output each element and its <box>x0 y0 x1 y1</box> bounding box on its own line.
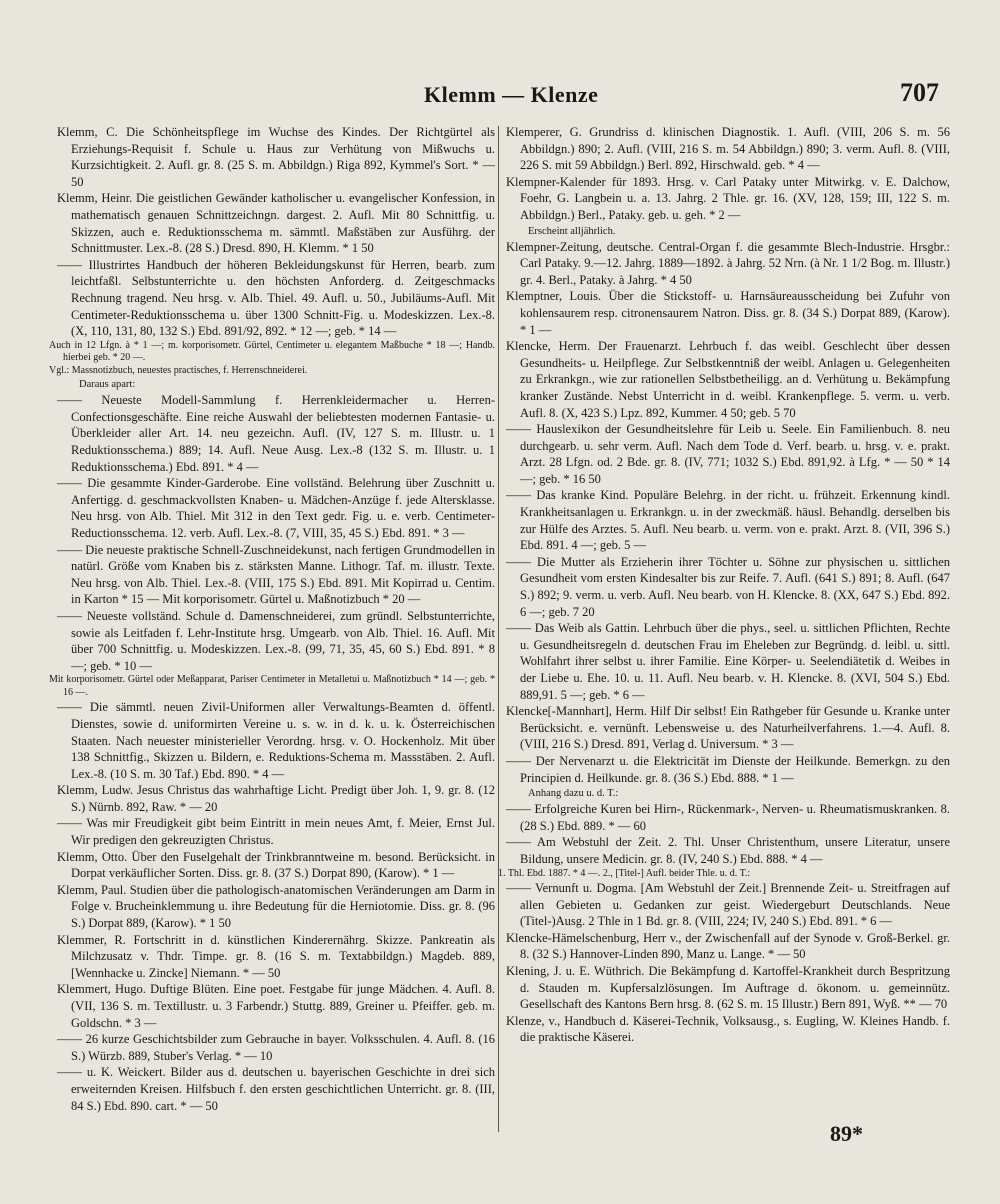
bibliography-entry: —— Der Nervenarzt u. die Elektricität im Dienste der Heilkunde. Bemerkgn. zu den Principien d. Heilkunde. gr. 8. (36 S.) Ebd. 888. * 1 — <box>506 753 950 785</box>
right-column <box>498 124 950 1046</box>
section-note: Daraus apart: <box>79 379 136 391</box>
entry-note: Mit korporisometr. Gürtel oder Meßapparat, Pariser Centimeter in Metalletui u. Maßnotizbuch * 14 —; geb. * 16 —. <box>49 674 495 698</box>
bibliography-entry: Klemm, Heinr. Die geistlichen Gewänder katholischer u. evangelischer Konfession, in mathematisch genauen Schnittzeichngn. dargest. 2. Aufl. Mit 80 Schnittfig. u. Skizzen, auch e. Reduktionsschema m. sämmtl. Maßstäben zur Ausführg. der Schnittmuster. Lex.-8. (28 S.) Dresd. 890, H. Klemm. * 1 50 <box>57 191 495 256</box>
bibliography-entry: Klencke-Hämelschenburg, Herr v., der Zwischenfall auf der Synode v. Groß-Berkel. gr. 8. (32 S.) Hannover-Linden 890, Manz u. Lange. * — 50 <box>506 930 950 962</box>
entry-note: 1. Thl. Ebd. 1887. * 4 —. 2., [Titel-] Aufl. beider Thle. u. d. T.: <box>498 867 751 879</box>
running-title: Klemm — Klenze <box>424 82 599 107</box>
bibliography-entry: —— Was mir Freudigkeit gibt beim Eintritt in mein neues Amt, f. Meier, Ernst Jul. Wir predigen den gekreuzigten Christus. <box>57 816 495 848</box>
bibliography-entry: —— Die Mutter als Erzieherin ihrer Töchter u. Söhne zur physischen u. sittlichen Gesundheit vom ersten Kindesalter bis zur Reife. 7. Aufl. (641 S.) 891; 8. Aufl. (647 S.) 892; 9. verm. u. verb. Aufl. Neu bearb. von H. Klencke. 8. (XX, 647 S.) Ebd. 892. 6 —; geb. 7 20 <box>506 554 950 619</box>
bibliography-entry: —— Vernunft u. Dogma. [Am Webstuhl der Zeit.] Brennende Zeit- u. Streitfragen auf allen Gebieten u. Gedanken zur geist. Wiedergeburt Deutschlands. Neue (Titel-)Ausg. 2 Thle in 1 Bd. gr. 8. (VIII, 224; IV, 240 S.) Ebd. 891. * 6 — <box>506 881 950 929</box>
bibliography-entry: Klemm, Otto. Über den Fuselgehalt der Trinkbranntweine m. besond. Berücksicht. in Dorpat verkäuflicher Sorten. Diss. gr. 8. (37 S.) Dorpat 890, (Karow). * 1 — <box>57 849 495 881</box>
bibliography-entry: —— 26 kurze Geschichtsbilder zum Gebrauche in bayer. Volksschulen. 4. Aufl. 8. (16 S.) Würzb. 889, Stuber's Verlag. * — 10 <box>57 1032 495 1063</box>
bibliography-entry: Klemm, C. Die Schönheitspflege im Wuchse des Kindes. Der Richtgürtel als Erziehungs-Requisit f. Schule u. Haus zur Verhütung von Mißwuchs u. Kurzsichtigkeit. 2. Aufl. gr. 8. (25 S. m. Abbildgn.) Riga 892, Kymmel's Sort. * — 50 <box>57 125 495 189</box>
bibliography-entry: —— Die neueste praktische Schnell-Zuschneidekunst, nach fertigen Grundmodellen in natürl. Größe vom Knaben bis z. stärksten Manne. Lithogr. Taf. m. illustr. Texte. Neu hrsg. von Alb. Thiel. Lex.-8. (VIII, 175 S.) Ebd. 891. Mit Kopirrad u. Centim. in Karton * 15 — Mit korporisometr. Gürtel u. Maßnotizbuch * 20 — <box>57 542 495 607</box>
column-divider <box>498 126 499 1132</box>
bibliography-entry: —— Illustrirtes Handbuch der höheren Bekleidungskunst für Herren, bearb. zum leichtfaßl. Selbstunterrichte u. den höchsten Anforderg. d. Zeitgeschmacks Rechnung tragend. Neu hrsg. v. Alb. Thiel. 49. Aufl. u. 50., Jubiläums-Aufl. Mit Centimeter-Reduktionsschema u. über 1300 Schnitt-Fig. u. Modeskizzen. Lex.-8. (X, 110, 131, 80, 132 S.) Ebd. 891/92, 892. * 12 —; geb. * 14 — <box>57 257 495 339</box>
bibliography-entry: —— Die sämmtl. neuen Zivil-Uniformen aller Verwaltungs-Beamten d. öffentl. Dienstes, sowie d. uniformirten Vereine u. s. w. in d. k. u. k. Österreichischen Staaten. Nach neuester ministerieller Verordng. hrsg. v. O. Hockenholz. Mit über 138 Schnittfig., Skizzen u. Bildern, e. Reduktions-Schema m. Massstäben. 2. Aufl. Lex.-8. (10 S. m. 30 Taf.) Ebd. 890. * 4 — <box>57 700 495 781</box>
bibliography-entry: Klemm, Paul. Studien über die pathologisch-anatomischen Veränderungen am Darm in Folge v. Brucheinklemmung u. ihre Bedeutung für die Herniotomie. Diss. gr. 8. (96 S.) Dorpat 889, (Karow). * 1 50 <box>57 882 495 931</box>
page-header <box>0 76 1000 110</box>
bibliography-entry: —— u. K. Weickert. Bilder aus d. deutschen u. bayerischen Geschichte in drei sich erweiternden Kreisen. Hilfsbuch f. den ersten geschichtlichen Unterricht. gr. 8. (III, 84 S.) Ebd. 890. cart. * — 50 <box>57 1065 495 1113</box>
bibliography-entry: Klemmert, Hugo. Duftige Blüten. Eine poet. Festgabe für junge Mädchen. 4. Aufl. 8. (VII, 136 S. m. Textillustr. u. 3 Farbendr.) Stuttg. 889, Greiner u. Pfeiffer. geb. m. Goldschn. * 3 — <box>57 982 495 1030</box>
page-number: 707 <box>900 78 939 107</box>
bibliography-entry: —— Neueste Modell-Sammlung f. Herrenkleidermacher u. Herren-Confectionsgeschäfte. Eine reiche Auswahl der beliebtesten modernen Fantasie- u. Überkleider aller Art. 14. neu gezeichn. Aufl. (IV, 127 S. m. Illustr. u. 1 Reduktionsschema.) 889; 14. Aufl. Neue Ausg. Lex.-8 (132 S. m. Illustr. u. 1 Reduktionsschema.) Ebd. 891. * 4 — <box>57 393 495 474</box>
bibliography-entry: Klening, J. u. E. Wüthrich. Die Bekämpfung d. Kartoffel-Krankheit durch Bespritzung d. Stauden m. Kupfersalzlösungen. Im Auftrage d. ökonom. u. gemeinnütz. Gesellschaft des Kantons Bern hrsg. 8. (62 S. m. 15 Illustr.) Bern 891, Wyß. ** — 70 <box>506 964 950 1012</box>
bibliography-entry: —— Neueste vollständ. Schule d. Damenschneiderei, zum gründl. Selbstunterrichte, sowie als Leitfaden f. Lehr-Institute hrsg. Umgearb. von Alb. Thiel. 16. Aufl. Mit über 700 Schnittfig. u. Modeskizzen. Lex.-8. (99, 71, 35, 45, 60 S.) Ebd. 891. * 8 —; geb. * 10 — <box>57 608 495 673</box>
entry-note: Vgl.: Massnotizbuch, neuestes practisches, f. Herrenschneiderei. <box>49 364 308 376</box>
bibliography-entry: —— Das kranke Kind. Populäre Belehrg. in der richt. u. frühzeit. Erkennung kindl. Krankheitsanlagen u. Erkrankgn. u. in der zweckmäß. häusl. Behandlg. derselben bis zur Hülfe des Arztes. 5. Aufl. Neu bearb. u. verm. von e. prakt. Arzt. 8. (VII, 396 S.) Ebd. 891. 4 —; geb. 5 — <box>506 488 950 553</box>
bibliography-entry: —— Die gesammte Kinder-Garderobe. Eine vollständ. Belehrung über Zuschnitt u. Anfertigg. d. geschmackvollsten Knaben- u. Mädchen-Anzüge f. jede Altersklasse. Neu hrsg. von Alb. Thiel. Mit 312 in den Text gedr. Fig. u. e. verb. Centimeter-Reductionsschema. 12. verb. Aufl. Lex.-8. (7, VIII, 35, 45 S.) Ebd. 891. * 3 — <box>57 476 495 540</box>
bibliography-entry: Klemperer, G. Grundriss d. klinischen Diagnostik. 1. Aufl. (VIII, 206 S. m. 56 Abbildgn.) 890; 2. Aufl. (VIII, 216 S. m. 54 Abbildgn.) 890; 3. verm. Aufl. 8. (VIII, 226 S. mit 59 Abbildgn.) Berl. 892, Hirschwald. geb. * 4 — <box>506 125 950 173</box>
bibliography-entry: Klencke[-Mannhart], Herm. Hilf Dir selbst! Ein Rathgeber für Gesunde u. Kranke unter Berücksicht. e. vernünft. Lebensweise u. des Naturheilverfahrens. 1.—4. Aufl. 8. (VIII, 216 S.) Dresd. 891, Verlag d. Universum. * 3 — <box>506 704 950 752</box>
signature-mark: 89* <box>830 1121 863 1146</box>
bibliography-entry: Klencke, Herm. Der Frauenarzt. Lehrbuch f. das weibl. Geschlecht über dessen Gesundheits- u. Heilpflege. Zur Selbstkenntniß der weibl. Anlagen u. Gelegenheiten zu Erkrankgn., wie zur rationellen Selbstbetheiligg. an d. Verhütung u. Bekämpfung kranker Zustände. Nebst Unterricht in d. weibl. Krankenpflege. 5. verm. u. verb. Aufl. 8. (X, 423 S.) Lpz. 892, Kummer. 4 50; geb. 5 70 <box>506 339 950 420</box>
bibliography-entry: Klemm, Ludw. Jesus Christus das wahrhaftige Licht. Predigt über Joh. 1, 9. gr. 8. (12 S.) Nürnb. 892, Raw. * — 20 <box>57 783 495 814</box>
bibliography-entry: —— Hauslexikon der Gesundheitslehre für Leib u. Seele. Ein Familienbuch. 8. neu durchgearb. u. sehr verm. Aufl. Nach dem Tode d. Verf. bearb. u. hrsg. v. e. prakt. Arzt. 28 Lfgn. od. 2 Bde. gr. 8. (IV, 771; 1032 S.) Ebd. 891,92. à Lfg. * — 50 * 14 —; geb. * 16 50 <box>506 422 950 486</box>
bibliography-entry: Klenze, v., Handbuch d. Käserei-Technik, Volksausg., s. Eugling, W. Kleines Handb. f. die praktische Käserei. <box>506 1013 950 1045</box>
bibliography-entry: Klemptner, Louis. Über die Stickstoff- u. Harnsäureausscheidung bei Zufuhr von kohlensaurem resp. citronensaurem Natron. Diss. gr. 8. (34 S.) Dorpat 889, (Karow). * 1 — <box>506 289 950 337</box>
bibliography-entry: Klempner-Zeitung, deutsche. Central-Organ f. die gesammte Blech-Industrie. Hrsgbr.: Carl Pataky. 9.—12. Jahrg. 1889—1892. à Jahrg. 52 Nrn. (à Nr. 1 1/2 Bog. m. Illustr.) gr. 4. Berl., Pataky. à Jahrg. * 4 50 <box>506 239 950 287</box>
left-column <box>49 124 495 1114</box>
section-note: Erscheint alljährlich. <box>528 225 616 237</box>
section-note: Anhang dazu u. d. T.: <box>528 788 619 800</box>
entry-note: Auch in 12 Lfgn. à * 1 —; m. korporisometr. Gürtel, Centimeter u. elegantem Maßbuche * 18 —; Handb. hierbei geb. * 20 —. <box>49 339 495 364</box>
bibliography-entry: —— Erfolgreiche Kuren bei Hirn-, Rückenmark-, Nerven- u. Rheumatismuskranken. 8. (28 S.) Ebd. 889. * — 60 <box>506 802 950 833</box>
bibliography-entry: —— Am Webstuhl der Zeit. 2. Thl. Unser Christenthum, unsere Literatur, unsere Bildung, unsere Medicin. gr. 8. (IV, 240 S.) Ebd. 888. * 4 — <box>506 835 950 866</box>
bibliography-entry: Klemmer, R. Fortschritt in d. künstlichen Kinderernährg. Skizze. Pankreatin als Milchzusatz v. Thdr. Timpe. gr. 8. (16 S. m. Textabbildgn.) Magdeb. 889, [Wennhacke u. Zincke] Niemann. * — 50 <box>57 932 495 980</box>
bibliography-entry: Klempner-Kalender für 1893. Hrsg. v. Carl Pataky unter Mitwirkg. v. E. Dalchow, Foehr, G. Langbein u. a. 13. Jahrg. 2 Thle. gr. 16. (XV, 128, 159; III, 122 S. m. Abbildgn.) Berl., Pataky. geb. u. geh. * 2 — <box>506 174 950 222</box>
bibliography-entry: —— Das Weib als Gattin. Lehrbuch über die phys., seel. u. sittlichen Pflichten, Rechte u. Gesundheitsregeln d. deutschen Frau im Eheleben zur Begründg. d. leibl. u. sittl. Wohlfahrt ihrer selbst u. ihrer Familie. Eine Körper- u. Seelendiätetik d. Weibes in der Liebe u. Ehe. 10. u. 11. Aufl. Neu bearb. v. H. Klencke. 8. (XVI, 504 S.) Ebd. 889,91. 5 —; geb. * 6 — <box>506 621 950 702</box>
